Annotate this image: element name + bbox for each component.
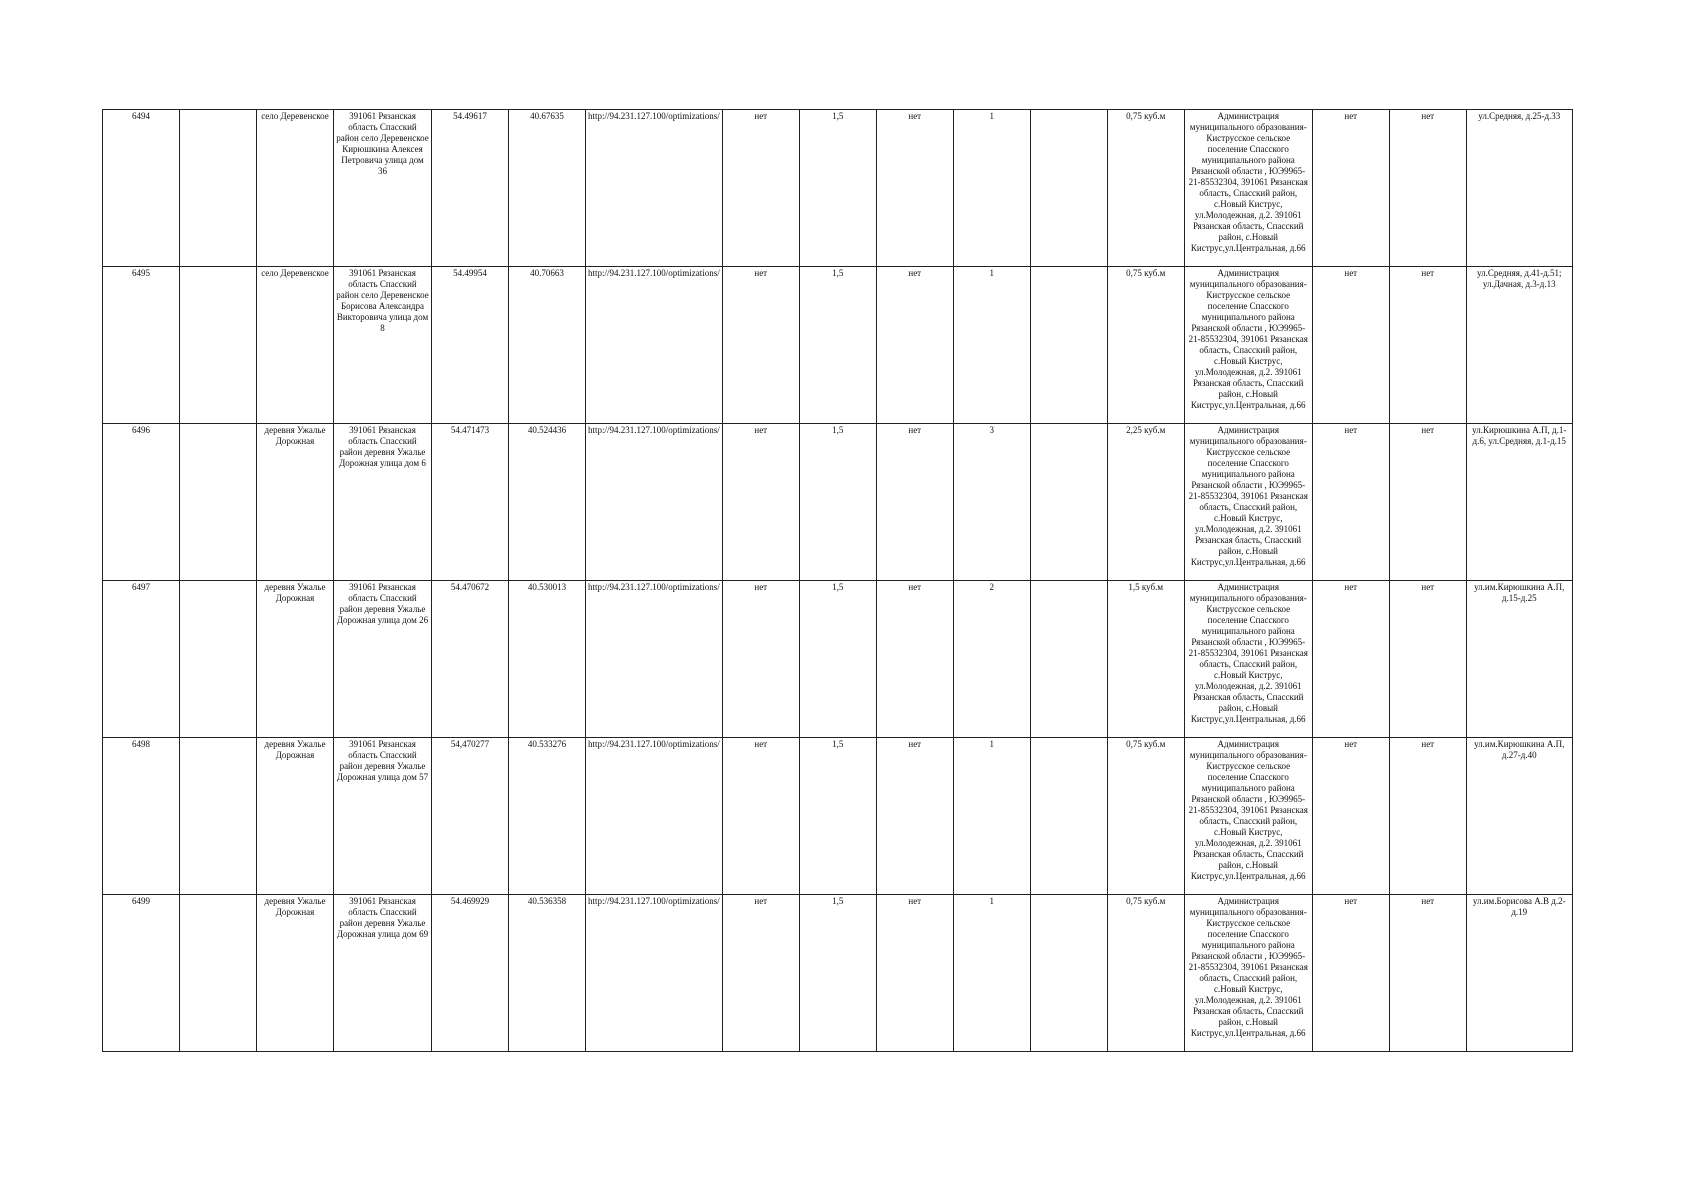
owner-cell: Администрация муниципального образования-Киструсское сельское поселение Спасского муниципального района Рязанской области , ЮЭ9965-21-85532304, 391061 Рязанская область, Спасский район, с.Новый Киструс, ул.Молодежная, д.2. 391061 Рязанская область, Спасский район, с.Новый Киструс,ул.Центральная, д.66 [1184, 738, 1312, 895]
served-streets-cell: ул.им.Кирюшкина А.П, д.27-д.40 [1466, 738, 1572, 895]
volume-cell: 0,75 куб.м [1107, 738, 1184, 895]
served-streets-cell: ул.им.Борисова А.В д.2-д.19 [1466, 895, 1572, 1052]
map-link-cell[interactable]: http://94.231.127.100/optimizations/ [586, 110, 723, 267]
served-streets-cell: ул.им.Кирюшкина А.П, д.15-д.25 [1466, 581, 1572, 738]
longitude-cell: 40.536358 [509, 895, 586, 1052]
latitude-cell: 54.49617 [432, 110, 509, 267]
settlement-cell: деревня Ужалье Дорожная [257, 581, 334, 738]
fence-cell: нет [876, 581, 953, 738]
flag-cell: нет [1389, 738, 1466, 895]
owner-cell: Администрация муниципального образования-Киструсское сельское поселение Спасского муниципального района Рязанской области , ЮЭ9965-21-85532304, 391061 Рязанская область, Спасский район, с.Новый Киструс, ул.Молодежная, д.2. 391061 Рязанская область, Спасский район, с.Новый Киструс,ул.Центральная, д.66 [1184, 895, 1312, 1052]
flag-cell: нет [1389, 267, 1466, 424]
flag-cell: нет [1389, 895, 1466, 1052]
served-streets-cell: ул.Средняя, д.41-д.51; ул.Дачная, д.3-д.13 [1466, 267, 1572, 424]
map-link-cell[interactable]: http://94.231.127.100/optimizations/ [586, 738, 723, 895]
longitude-cell: 40.530013 [509, 581, 586, 738]
empty-cell [1030, 267, 1107, 424]
owner-cell: Администрация муниципального образования-Киструсское сельское поселение Спасского муниципального района Рязанской области , ЮЭ9965-21-85532304, 391061 Рязанская область, Спасский район, с.Новый Киструс, ул.Молодежная, д.2. 391061 Рязанская область, Спасский район, с.Новый Киструс,ул.Центральная, д.66 [1184, 267, 1312, 424]
fence-cell: нет [876, 424, 953, 581]
volume-cell: 0,75 куб.м [1107, 110, 1184, 267]
address-cell: 391061 Рязанская область Спасский район деревня Ужалье Дорожная улица дом 6 [334, 424, 432, 581]
flag-cell: нет [1312, 267, 1389, 424]
flag-cell: нет [1389, 110, 1466, 267]
flag-cell: нет [1312, 110, 1389, 267]
container-count-cell: 1 [953, 110, 1030, 267]
flag-cell: нет [1312, 738, 1389, 895]
latitude-cell: 54.470672 [432, 581, 509, 738]
longitude-cell: 40.70663 [509, 267, 586, 424]
latitude-cell: 54.469929 [432, 895, 509, 1052]
served-streets-cell: ул.Кирюшкина А.П, д.1-д.6, ул.Средняя, д.1-д.15 [1466, 424, 1572, 581]
flag-cell: нет [1312, 581, 1389, 738]
area-cell: 1,5 [799, 895, 876, 1052]
fence-cell: нет [876, 110, 953, 267]
surface-cell: нет [722, 738, 799, 895]
container-count-cell: 3 [953, 424, 1030, 581]
surface-cell: нет [722, 895, 799, 1052]
surface-cell: нет [722, 424, 799, 581]
area-cell: 1,5 [799, 110, 876, 267]
map-link-cell[interactable]: http://94.231.127.100/optimizations/ [586, 424, 723, 581]
surface-cell: нет [722, 267, 799, 424]
row-id: 6499 [103, 895, 180, 1052]
latitude-cell: 54.49954 [432, 267, 509, 424]
settlement-cell: деревня Ужалье Дорожная [257, 895, 334, 1052]
table-row [103, 110, 1573, 267]
row-id: 6495 [103, 267, 180, 424]
fence-cell: нет [876, 738, 953, 895]
longitude-cell: 40.67635 [509, 110, 586, 267]
flag-cell: нет [1389, 581, 1466, 738]
empty-cell [180, 110, 257, 267]
empty-cell [1030, 738, 1107, 895]
container-sites-table [102, 109, 1573, 1052]
table-row [103, 895, 1573, 1052]
table-row [103, 581, 1573, 738]
volume-cell: 0,75 куб.м [1107, 267, 1184, 424]
empty-cell [180, 738, 257, 895]
address-cell: 391061 Рязанская область Спасский район деревня Ужалье Дорожная улица дом 26 [334, 581, 432, 738]
latitude-cell: 54,470277 [432, 738, 509, 895]
address-cell: 391061 Рязанская область Спасский район село Деревенское Борисова Александра Викторовича улица дом 8 [334, 267, 432, 424]
area-cell: 1,5 [799, 581, 876, 738]
address-cell: 391061 Рязанская область Спасский район деревня Ужалье Дорожная улица дом 57 [334, 738, 432, 895]
area-cell: 1,5 [799, 424, 876, 581]
volume-cell: 1,5 куб.м [1107, 581, 1184, 738]
container-count-cell: 1 [953, 895, 1030, 1052]
volume-cell: 0,75 куб.м [1107, 895, 1184, 1052]
served-streets-cell: ул.Средняя, д.25-д.33 [1466, 110, 1572, 267]
latitude-cell: 54.471473 [432, 424, 509, 581]
empty-cell [180, 267, 257, 424]
fence-cell: нет [876, 895, 953, 1052]
settlement-cell: деревня Ужалье Дорожная [257, 738, 334, 895]
empty-cell [1030, 895, 1107, 1052]
empty-cell [180, 895, 257, 1052]
row-id: 6498 [103, 738, 180, 895]
flag-cell: нет [1312, 424, 1389, 581]
table-row [103, 424, 1573, 581]
empty-cell [1030, 581, 1107, 738]
longitude-cell: 40.524436 [509, 424, 586, 581]
map-link-cell[interactable]: http://94.231.127.100/optimizations/ [586, 581, 723, 738]
map-link-cell[interactable]: http://94.231.127.100/optimizations/ [586, 267, 723, 424]
settlement-cell: село Деревенское [257, 267, 334, 424]
longitude-cell: 40.533276 [509, 738, 586, 895]
area-cell: 1,5 [799, 738, 876, 895]
container-count-cell: 2 [953, 581, 1030, 738]
empty-cell [1030, 110, 1107, 267]
owner-cell: Администрация муниципального образования-Киструсское сельское поселение Спасского муниципального района Рязанской области , ЮЭ9965-21-85532304, 391061 Рязанская область, Спасский район, с.Новый Киструс, ул.Молодежная, д.2. 391061 Рязанская область, Спасский район, с.Новый Киструс,ул.Центральная, д.66 [1184, 110, 1312, 267]
table-row [103, 738, 1573, 895]
map-link-cell[interactable]: http://94.231.127.100/optimizations/ [586, 895, 723, 1052]
flag-cell: нет [1312, 895, 1389, 1052]
flag-cell: нет [1389, 424, 1466, 581]
empty-cell [180, 581, 257, 738]
empty-cell [180, 424, 257, 581]
settlement-cell: деревня Ужалье Дорожная [257, 424, 334, 581]
row-id: 6497 [103, 581, 180, 738]
row-id: 6494 [103, 110, 180, 267]
fence-cell: нет [876, 267, 953, 424]
container-count-cell: 1 [953, 738, 1030, 895]
table-row [103, 267, 1573, 424]
volume-cell: 2,25 куб.м [1107, 424, 1184, 581]
container-count-cell: 1 [953, 267, 1030, 424]
owner-cell: Администрация муниципального образования-Киструсское сельское поселение Спасского муниципального района Рязанской области , ЮЭ9965-21-85532304, 391061 Рязанская область, Спасский район, с.Новый Киструс, ул.Молодежная, д.2. 391061 Рязанская область, Спасский район, с.Новый Киструс,ул.Центральная, д.66 [1184, 581, 1312, 738]
address-cell: 391061 Рязанская область Спасский район село Деревенское Кирюшкина Алексея Петровича улица дом 36 [334, 110, 432, 267]
surface-cell: нет [722, 110, 799, 267]
address-cell: 391061 Рязанская область Спасский район деревня Ужалье Дорожная улица дом 69 [334, 895, 432, 1052]
row-id: 6496 [103, 424, 180, 581]
area-cell: 1,5 [799, 267, 876, 424]
owner-cell: Администрация муниципального образования-Киструсское сельское поселение Спасского муниципального района Рязанской области , ЮЭ9965-21-85532304, 391061 Рязанская область, Спасский район, с.Новый Киструс, ул.Молодежная, д.2. 391061 Рязанская бласть, Спасский район, с.Новый Киструс,ул.Центральная, д.66 [1184, 424, 1312, 581]
settlement-cell: село Деревенское [257, 110, 334, 267]
empty-cell [1030, 424, 1107, 581]
surface-cell: нет [722, 581, 799, 738]
